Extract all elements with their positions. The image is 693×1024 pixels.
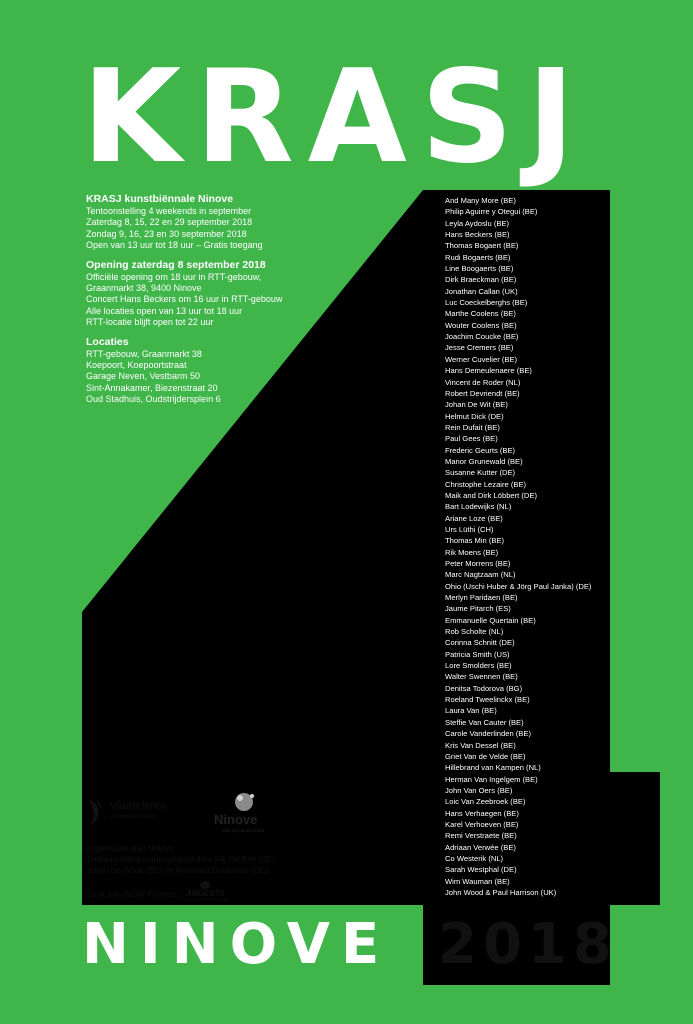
opening-heading: Opening zaterdag 8 september 2018 (86, 258, 266, 271)
artist-name: Adriaan Verwée (BE) (445, 842, 516, 852)
artist-name: Marc Nagtzaam (NL) (445, 570, 516, 580)
artist-name: Co Westerik (NL) (445, 853, 504, 863)
artist-name: Merlyn Paridaen (BE) (445, 593, 518, 603)
artist-name: Loic Van Zeebroek (BE) (445, 797, 526, 807)
poster-title: KRASJ (82, 43, 589, 192)
artist-name: Robert Devriendt (BE) (445, 388, 520, 398)
artist-name: Leyla Aydoslu (BE) (445, 218, 510, 228)
location-line: Garage Neven, Vestbarm 50 (86, 371, 201, 382)
opening-line: Alle locaties open van 13 uur tot 18 uur (86, 305, 243, 316)
artist-name: Luc Coeckelberghs (BE) (445, 298, 528, 308)
artist-name: Paul Gees (BE) (445, 434, 498, 444)
location-line: RTT-gebouw, Graanmarkt 38 (86, 348, 202, 359)
ninove-tagline: stad op mensenmaat (222, 828, 265, 833)
organisation-credits (86, 843, 416, 876)
artist-name: Rein Dufait (BE) (445, 422, 500, 432)
artist-name: Marthe Coolens (BE) (445, 309, 516, 319)
vlaanderen-name: Vlaanderen (110, 800, 167, 812)
ninove-name: Ninove (214, 812, 258, 827)
artist-name: Thomas Min (BE) (445, 536, 505, 546)
artist-name: Jesse Cremers (BE) (445, 343, 514, 353)
artist-name: Jaume Pitarch (ES) (445, 604, 511, 614)
artist-name: Rik Moens (BE) (445, 547, 499, 557)
artist-name: Hans Verhaegen (BE) (445, 808, 519, 818)
ninove-logo (214, 790, 284, 835)
artist-name: Herman Van Ingelgem (BE) (445, 774, 538, 784)
artist-name: Hillebrand van Kampen (NL) (445, 763, 541, 773)
artist-name: Thomas Bogaert (BE) (445, 241, 519, 251)
location-line: Oud Stadhuis, Oudstrijdersplein 6 (86, 394, 221, 405)
opening-block (86, 259, 386, 329)
ninove-emblem-icon (226, 790, 266, 814)
artist-name: Karel Verhoeven (BE) (445, 819, 519, 829)
event-info (86, 193, 386, 413)
artist-name: Jonathan Callan (UK) (445, 286, 518, 296)
city-name: NINOVE (82, 912, 391, 977)
artist-name: Rudi Bogaerts (BE) (445, 252, 511, 262)
artist-name: Johan De Wit (BE) (445, 400, 508, 410)
artist-name: And Many More (BE) (445, 196, 516, 205)
locations-heading: Locaties (86, 335, 129, 348)
artist-name: Peter Morrens (BE) (445, 559, 511, 568)
artist-name: Ohio (Uschi Huber & Jörg Paul Janka) (DE) (445, 581, 592, 591)
opening-line: Graanmarkt 38, 9400 Ninove (86, 283, 202, 294)
location-line: Koepoort, Koepoortstraat (86, 360, 187, 371)
artist-name: Maik and Dirk Löbbert (DE) (445, 490, 538, 500)
artist-name: Hans Demeulenaere (BE) (445, 366, 532, 376)
event-line: Tentoonstelling 4 weekends in september (86, 206, 252, 216)
argenta-name: ARGENTA (186, 889, 225, 898)
artist-name: Patricia Smith (US) (445, 649, 510, 659)
artist-name: Kris Van Dessel (BE) (445, 740, 516, 750)
vlaanderen-logo (86, 794, 216, 832)
year: 2018 (438, 912, 618, 977)
event-line: Zondag 9, 16, 23 en 30 september 2018 (86, 228, 247, 239)
artist-name: Frederic Geurts (BE) (445, 445, 516, 455)
artist-name: Ariane Loze (BE) (445, 513, 503, 523)
thanks-line: Dank aan WOW Projects. (86, 890, 180, 899)
artist-name: John Wood & Paul Harrison (UK) (445, 887, 557, 897)
artist-name: Remi Verstraete (BE) (445, 831, 517, 841)
artist-name: Dirk Braeckman (BE) (445, 275, 517, 285)
artist-name: Line Boogaerts (BE) (445, 264, 514, 274)
artist-name: Lore Smolders (BE) (445, 661, 512, 671)
artist-name: Bart Lodewijks (NL) (445, 502, 512, 512)
artist-name: Susanne Kutter (DE) (445, 468, 516, 478)
artist-name: Walter Swennen (BE) (445, 672, 518, 682)
location-line: Sint-Annakamer, Biezenstraat 20 (86, 382, 218, 393)
artist-name: Hans Beckers (BE) (445, 230, 510, 240)
artist-name: Manor Grunewald (BE) (445, 456, 523, 466)
event-heading: KRASJ kunstbiënnale Ninove (86, 193, 234, 205)
artist-name: Philip Aguirre y Otegui (BE) (445, 207, 538, 217)
event-block (86, 193, 386, 252)
artist-name: Helmut Dick (DE) (445, 411, 504, 421)
argenta-logo (180, 880, 230, 904)
artist-name: Vincent de Roder (NL) (445, 377, 521, 387)
artist-name: Urs Lüthi (CH) (445, 524, 494, 534)
organisation-line: Organisatie stad Ninove. (86, 844, 176, 853)
artist-name: Roeland Tweelinckx (BE) (445, 695, 530, 705)
artist-name: Carole Vanderlinden (BE) (445, 729, 531, 739)
artist-name: Griet Van de Velde (BE) (445, 751, 526, 761)
artist-name: Wouter Coolens (BE) (445, 320, 517, 330)
artist-name: Joachim Coucke (BE) (445, 332, 519, 342)
opening-line: Officiële opening om 18 uur in RTT-gebouw, (86, 271, 262, 282)
artist-name: John Van Oers (BE) (445, 785, 513, 795)
artist-name: Rob Scholte (NL) (445, 627, 504, 637)
opening-line: RTT-locatie blijft open tot 22 uur (86, 317, 214, 328)
event-line: Zaterdag 8, 15, 22 en 29 september 2018 (86, 217, 253, 228)
artist-name: Emmanuelle Quertain (BE) (445, 615, 536, 625)
locations-block (86, 336, 386, 406)
event-line: Open van 13 uur tot 18 uur – Gratis toegang (86, 240, 263, 251)
artist-name: Corinna Schnitt (DE) (445, 638, 515, 648)
artist-name: Denitsa Todorova (BG) (445, 683, 523, 693)
curator-line: Johan De Wilde (BE) en Reinhard Doubrawa (DE). (86, 866, 271, 875)
argenta-tagline: BANK & VERZEKERINGEN (185, 898, 229, 902)
curator-line: Tentoonstelling samengesteld door Rik De Boe (BE), (86, 855, 278, 864)
artist-name: Steffie Van Cauter (BE) (445, 717, 524, 727)
artist-name: Sarah Westphal (DE) (445, 865, 517, 875)
lion-icon (86, 796, 106, 828)
artist-list (445, 195, 615, 898)
artist-name: Wim Wauman (BE) (445, 876, 510, 886)
vlaanderen-tagline: verbeelding werkt (110, 814, 158, 820)
opening-line: Concert Hans Beckers om 16 uur in RTT-gebouw (86, 294, 283, 305)
artist-name: Laura Van (BE) (445, 706, 497, 716)
artist-name: Werner Cuvelier (BE) (445, 354, 518, 364)
artist-name: Christophe Lezaire (BE) (445, 479, 527, 489)
